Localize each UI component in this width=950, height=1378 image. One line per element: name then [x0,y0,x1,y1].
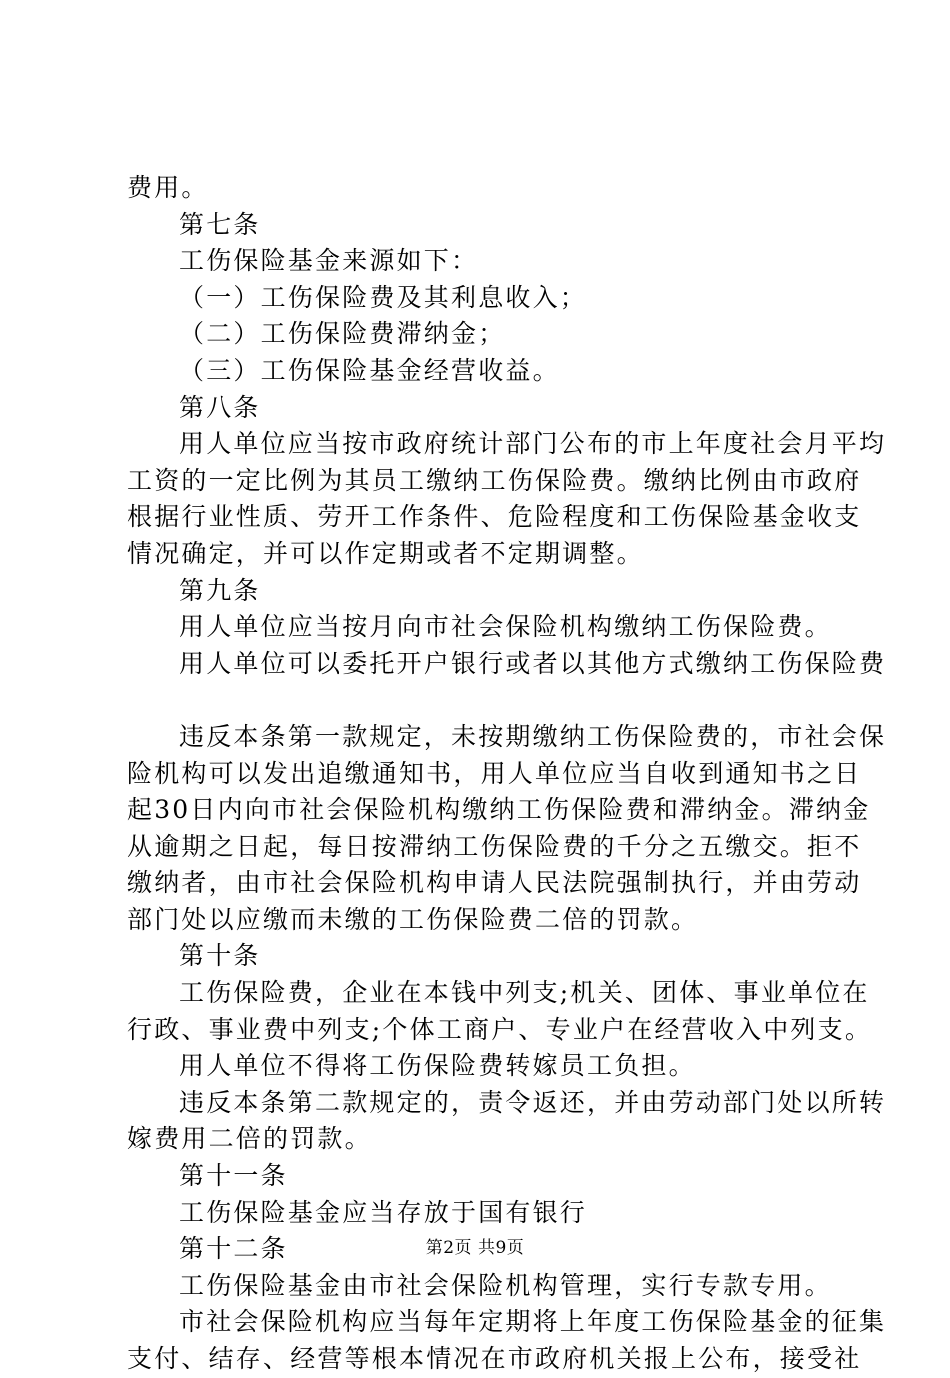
paragraph-gap [127,682,835,719]
text-line: 险机构可以发出追缴通知书，用人单位应当自收到通知书之日 [127,758,862,788]
text-line: 根据行业性质、劳开工作条件、危险程度和工伤保险基金收支 [127,502,862,532]
text-line: 缴纳者，由市社会保险机构申请人民法院强制执行，并由劳动 [127,868,862,898]
article-heading: 第九条 [179,575,261,605]
text-line: 工伤保险基金应当存放于国有银行 [179,1197,588,1227]
text-line: 行政、事业费中列支;个体工商户、专业户在经营收入中列支。 [127,1014,873,1044]
text-line: 工伤保险费，企业在本钱中列支;机关、团体、事业单位在 [179,978,870,1008]
page-number-footer: 第2页 共9页 [425,1238,525,1258]
list-item: （一）工伤保险费及其利息收入； [179,282,588,312]
text-line: 起30日内向市社会保险机构缴纳工伤保险费和滞纳金。滞纳金 [127,795,871,825]
text-line: 支付、结存、经营等根本情况在市政府机关报上公布，接受社 [127,1344,862,1373]
text-line: 工伤保险基金由市社会保险机构管理，实行专款专用。 [179,1270,832,1300]
list-item: （二）工伤保险费滞纳金； [179,319,506,349]
text-line: 用人单位可以委托开户银行或者以其他方式缴纳工伤保险费 [179,648,887,678]
text-line: 工伤保险基金来源如下： [179,246,479,276]
text-line: 嫁费用二倍的罚款。 [127,1124,372,1154]
article-heading: 第十条 [179,941,261,971]
document-body [127,170,887,1378]
article-heading: 第七条 [179,209,261,239]
list-item: （三）工伤保险基金经营收益。 [179,355,560,385]
text-line: 部门处以应缴而未缴的工伤保险费二倍的罚款。 [127,904,699,934]
text-line: 市社会保险机构应当每年定期将上年度工伤保险基金的征集 [179,1307,887,1337]
article-heading: 第十二条 [179,1234,288,1264]
article-heading: 第十一条 [179,1161,288,1191]
text-line: 用人单位应当按市政府统计部门公布的市上年度社会月平均 [179,429,887,459]
article-heading: 第八条 [179,392,261,422]
text-line: 费用。 [127,173,209,202]
text-line: 违反本条第一款规定，未按期缴纳工伤保险费的，市社会保 [179,721,887,751]
text-line: 用人单位不得将工伤保险费转嫁员工负担。 [179,1051,696,1081]
text-line: 工资的一定比例为其员工缴纳工伤保险费。缴纳比例由市政府 [127,465,862,495]
text-line: 用人单位应当按月向市社会保险机构缴纳工伤保险费。 [179,612,832,642]
text-line: 从逾期之日起，每日按滞纳工伤保险费的千分之五缴交。拒不 [127,831,862,861]
text-line: 情况确定，并可以作定期或者不定期调整。 [127,538,644,568]
text-line: 违反本条第二款规定的，责令返还，并由劳动部门处以所转 [179,1087,887,1117]
